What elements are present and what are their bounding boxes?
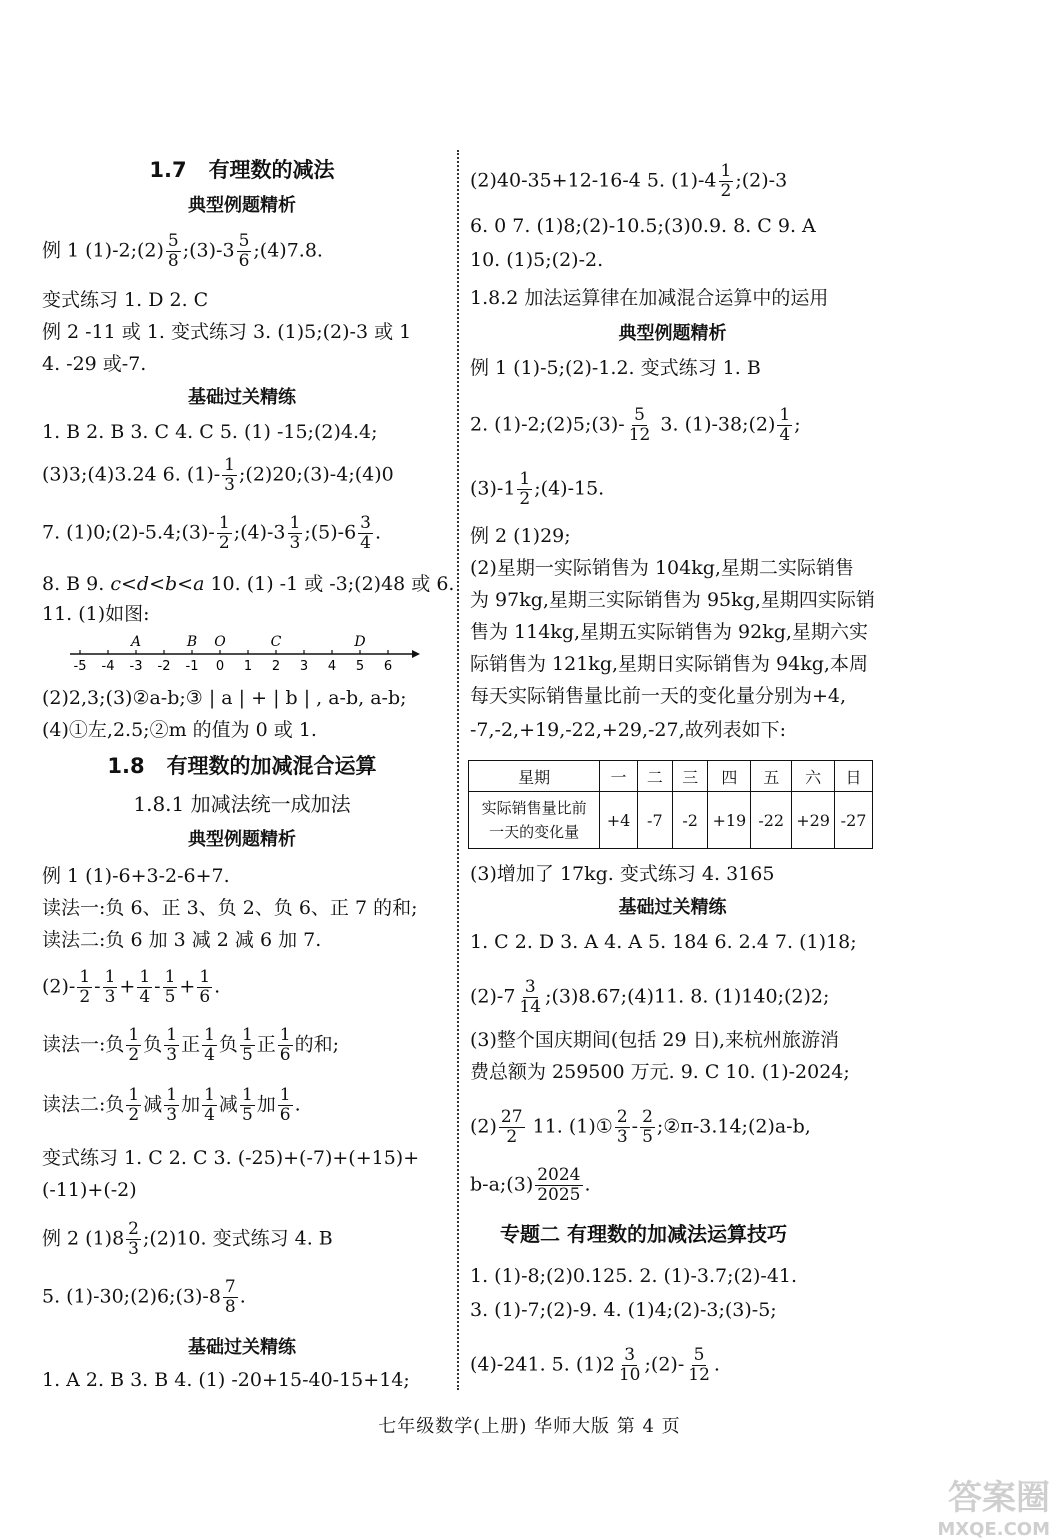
- table-header-cell: 三: [673, 761, 708, 792]
- solution-text: 际销售为 121kg,星期日实际销售为 94kg,本周: [470, 653, 868, 675]
- table-header-cell: 日: [835, 761, 873, 792]
- tick-label: 3: [299, 659, 309, 674]
- subheading-basic-practice: 基础过关精练: [188, 387, 296, 408]
- answer-line: (4)-241. 5. (1)2 $\frac{3}{10}$ ;(2)- $\frac{5}{12}$ .: [470, 1345, 720, 1385]
- fraction: $\frac{1}{3}$: [289, 513, 301, 553]
- table-cell: -7: [637, 792, 672, 849]
- expression-line: (2)- $\frac{1}{2}$ - $\frac{1}{3}$ + $\frac{1}{4}$ - $\frac{1}{5}$ + $\frac{1}{6}$ .: [42, 967, 221, 1007]
- subheading-basic-practice: 基础过关精练: [618, 897, 727, 918]
- answer-line: (4)①左,2.5;②m 的值为 0 或 1.: [42, 719, 317, 741]
- table-header-cell: 五: [751, 761, 792, 792]
- answer-line: 7. (1)0;(2)-5.4;(3)- $\frac{1}{2}$ ;(4)-3 $\frac{1}{3}$ ;(5)-6 $\frac{3}{4}$ .: [42, 513, 382, 553]
- subheading-typical-examples: 典型例题精析: [188, 829, 296, 850]
- section-title-1-7: 1.7 有理数的减法: [149, 158, 335, 182]
- watermark-logo: 答案圈 MXQE.COM: [937, 1478, 1050, 1540]
- subheading-basic-practice: 基础过关精练: [188, 1337, 296, 1358]
- subheading-typical-examples: 典型例题精析: [188, 195, 296, 216]
- solution-text: 为 97kg,星期三实际销售为 95kg,星期四实际销: [470, 589, 875, 611]
- tick-label: -2: [157, 659, 171, 674]
- example-1: 例 1 (1)-5;(2)-1.2. 变式练习 1. B: [470, 357, 761, 379]
- point-label: O: [214, 634, 226, 650]
- answer-line: (2)40-35+12-16-4 5. (1)-4 $\frac{1}{2}$ ;(2)-3: [470, 161, 788, 201]
- answer-line: 1. C 2. D 3. A 4. A 5. 184 6. 2.4 7. (1)18;: [470, 931, 857, 953]
- reading-2-fractions: 读法二:负 $\frac{1}{2}$ 减 $\frac{1}{3}$ 加 $\frac{1}{4}$ 减 $\frac{1}{5}$ 加 $\frac{1}{6}$ .: [42, 1085, 301, 1125]
- sales-change-table: [468, 760, 873, 849]
- table-header-cell: 六: [792, 761, 835, 792]
- answer-line: (2) $\frac{27}{2}$ 11. (1)① $\frac{2}{3}$ - $\frac{2}{5}$ ;②π-3.14;(2)a-b,: [470, 1107, 811, 1147]
- tick-label: 6: [383, 659, 393, 674]
- subsection-title-1-8-1: 1.8.1 加减法统一成加法: [133, 792, 351, 816]
- tick-label: -5: [73, 659, 87, 674]
- answer-line: (3)增加了 17kg. 变式练习 4. 3165: [470, 863, 775, 885]
- example-1: 例 1 (1)-6+3-2-6+7.: [42, 865, 230, 887]
- variant-exercise-1: 变式练习 1. D 2. C: [42, 289, 209, 311]
- example-2: 例 2 -11 或 1. 变式练习 3. (1)5;(2)-3 或 1: [42, 321, 412, 343]
- answer-line: 4. -29 或-7.: [42, 353, 147, 375]
- point-label: A: [130, 634, 142, 650]
- subsection-title-1-8-2: 1.8.2 加法运算律在加减混合运算中的运用: [470, 287, 829, 309]
- tick-label: 5: [355, 659, 365, 674]
- fraction: $\frac{3}{4}$: [360, 513, 371, 553]
- table-row-label: 实际销售量比前 一天的变化量: [469, 792, 600, 849]
- answer-line: (3)整个国庆期间(包括 29 日),来杭州旅游消: [470, 1029, 840, 1051]
- solution-text: 每天实际销售量比前一天的变化量分别为+4,: [470, 685, 847, 707]
- answer-line: 3. (1)-7;(2)-9. 4. (1)4;(2)-3;(3)-5;: [470, 1299, 777, 1321]
- point-label: D: [354, 634, 366, 650]
- table-cell: -27: [835, 792, 873, 849]
- point-label: C: [270, 634, 282, 650]
- reading-1: 读法一:负 6、正 3、负 2、负 6、正 7 的和;: [42, 897, 418, 919]
- answer-line: 11. (1)如图:: [42, 603, 150, 625]
- answer-line: 1. B 2. B 3. C 4. C 5. (1) -15;(2)4.4;: [42, 421, 378, 443]
- answer-line: (3)3;(4)3.24 6. (1)- $\frac{1}{3}$ ;(2)20;(3)-4;(4)0: [42, 455, 394, 495]
- fraction: $\frac{1}{2}$: [218, 513, 230, 553]
- tick-label: 0: [215, 659, 225, 674]
- table-cell: +4: [600, 792, 637, 849]
- table-header-cell: 四: [708, 761, 751, 792]
- table-header-cell: 星期: [469, 761, 600, 792]
- number-line-diagram: [70, 630, 420, 680]
- fraction: $\frac{5}{8}$: [167, 231, 179, 271]
- section-title-1-8: 1.8 有理数的加减混合运算: [107, 754, 377, 778]
- tick-label: 4: [327, 659, 337, 674]
- tick-label: 1: [243, 659, 253, 674]
- answer-line: (2)-7 $\frac{3}{14}$ ;(3)8.67;(4)11. 8. (1)140;(2)2;: [470, 977, 830, 1017]
- answer-line: 6. 0 7. (1)8;(2)-10.5;(3)0.9. 8. C 9. A: [470, 215, 816, 237]
- tick-label: -1: [185, 659, 199, 674]
- table-header-cell: 二: [637, 761, 672, 792]
- tick-label: -4: [101, 659, 115, 674]
- subheading-typical-examples: 典型例题精析: [618, 323, 727, 344]
- answer-line: 10. (1)5;(2)-2.: [470, 249, 604, 271]
- table-cell: +19: [708, 792, 751, 849]
- answer-line: 1. (1)-8;(2)0.125. 2. (1)-3.7;(2)-41.: [470, 1265, 798, 1287]
- example-1: 例 1 (1)-2;(2) $\frac{5}{8}$ ;(3)-3 $\frac{5}{6}$ ;(4)7.8.: [42, 231, 323, 271]
- answer-line: 8. B 9. c<d<b<a 10. (1) -1 或 -3;(2)48 或 6.: [42, 573, 455, 595]
- answer-line: 5. (1)-30;(2)6;(3)-8 $\frac{7}{8}$ .: [42, 1277, 246, 1317]
- tick-label: 2: [271, 659, 281, 674]
- answer-line: (3)-1 $\frac{1}{2}$ ;(4)-15.: [470, 469, 605, 509]
- column-divider: [457, 150, 459, 1390]
- solution-text: -7,-2,+19,-22,+29,-27,故列表如下:: [470, 719, 787, 741]
- tick-label: -3: [129, 659, 143, 674]
- table-cell: -22: [751, 792, 792, 849]
- example-2: 例 2 (1)8 $\frac{2}{3}$ ;(2)10. 变式练习 4. B: [42, 1219, 333, 1259]
- answer-line: b-a;(3) $\frac{2024}{2025}$ .: [470, 1165, 591, 1205]
- table-cell: -2: [673, 792, 708, 849]
- answer-line: 2. (1)-2;(2)5;(3)- $\frac{5}{12}$ 3. (1)-38;(2) $\frac{1}{4}$ ;: [470, 405, 801, 445]
- table-header-row: [469, 761, 873, 792]
- table-cell: +29: [792, 792, 835, 849]
- solution-text: (2)星期一实际销售为 104kg,星期二实际销售: [470, 557, 854, 579]
- fraction: $\frac{5}{6}$: [238, 231, 250, 271]
- topic-title: 专题二 有理数的加减法运算技巧: [500, 1222, 787, 1246]
- table-header-cell: 一: [600, 761, 637, 792]
- example-2: 例 2 (1)29;: [470, 525, 571, 547]
- reading-2: 读法二:负 6 加 3 减 2 减 6 加 7.: [42, 929, 322, 951]
- reading-1-fractions: 读法一:负 $\frac{1}{2}$ 负 $\frac{1}{3}$ 正 $\frac{1}{4}$ 负 $\frac{1}{5}$ 正 $\frac{1}{6}$ 的和;: [42, 1025, 340, 1065]
- answer-line: (-11)+(-2): [42, 1179, 137, 1201]
- page-footer: 七年级数学(上册) 华师大版 第 4 页: [378, 1416, 681, 1437]
- variant-exercise: 变式练习 1. C 2. C 3. (-25)+(-7)+(+15)+: [42, 1147, 420, 1169]
- answer-line: 1. A 2. B 3. B 4. (1) -20+15-40-15+14;: [42, 1369, 410, 1391]
- fraction: $\frac{1}{3}$: [224, 455, 235, 495]
- point-label: B: [186, 634, 198, 650]
- solution-text: 售为 114kg,星期五实际销售为 92kg,星期六实: [470, 621, 868, 643]
- table-row: [469, 792, 873, 849]
- arrow-head-icon: [412, 650, 420, 658]
- answer-line: 费总额为 259500 万元. 9. C 10. (1)-2024;: [470, 1061, 850, 1083]
- answer-line: (2)2,3;(3)②a-b;③ | a | + | b | , a-b, a-b;: [42, 687, 407, 709]
